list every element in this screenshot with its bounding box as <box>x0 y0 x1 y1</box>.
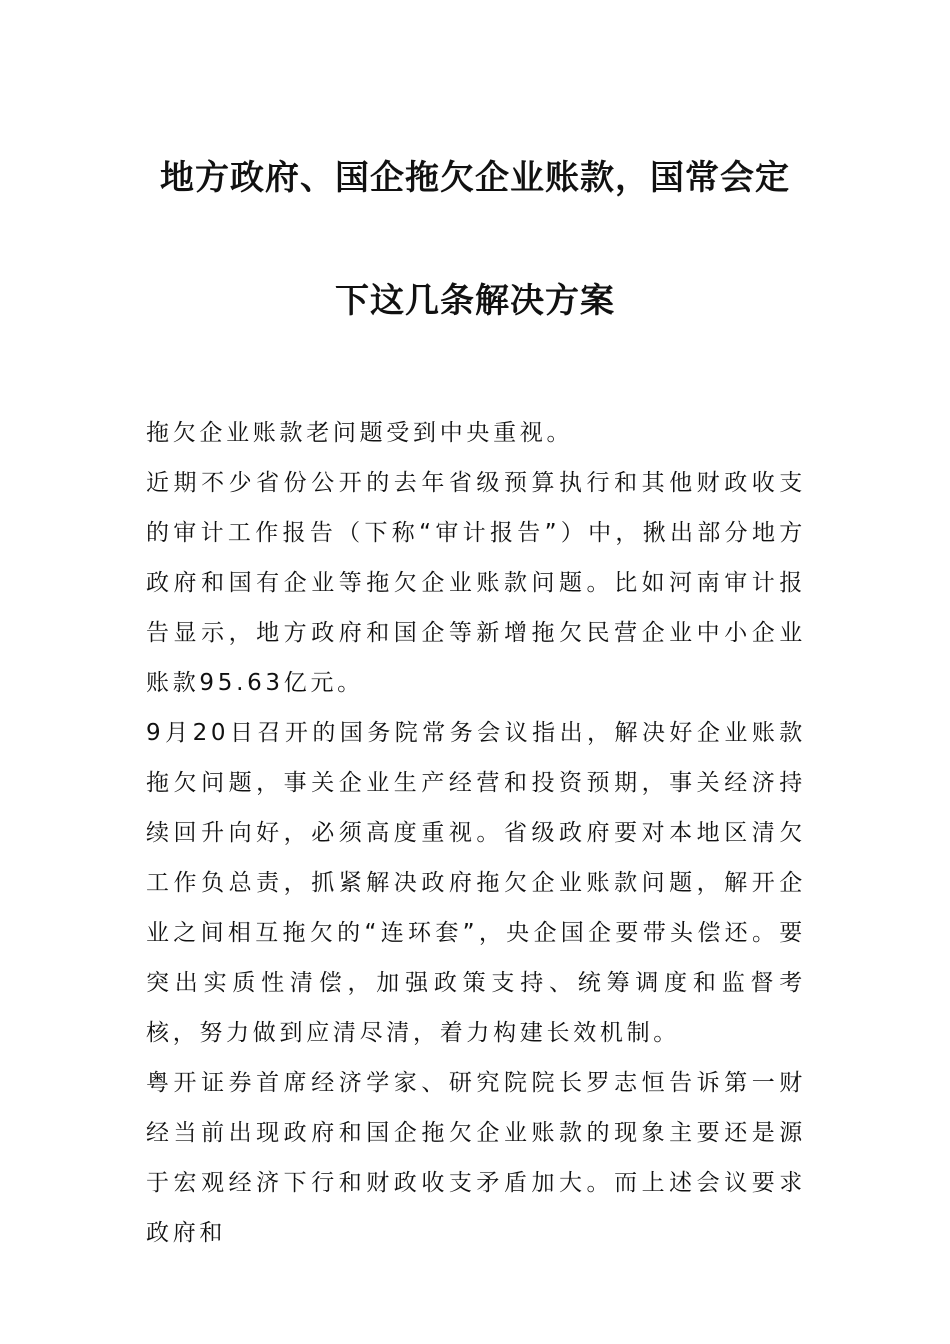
paragraph-3: 9月20日召开的国务院常务会议指出，解决好企业账款拖欠问题，事关企业生产经营和投资预期，事关经济持续回升向好，必须高度重视。省级政府要对本地区清欠工作负总责，抓紧解决政府拖欠企业账款问题，解开企业之间相互拖欠的“连环套”，央企国企要带头偿还。要突出实质性清偿，加强政策支持、统筹调度和监督考核，努力做到应清尽清，着力构建长效机制。 <box>146 720 806 1046</box>
paragraph-1: 拖欠企业账款老问题受到中央重视。 <box>146 420 574 446</box>
document-title-line-2: 下这几条解决方案 <box>335 281 615 321</box>
document-body <box>146 408 806 1258</box>
document-title-line-1: 地方政府、国企拖欠企业账款，国常会定 <box>160 158 790 198</box>
paragraph-2: 近期不少省份公开的去年省级预算执行和其他财政收支的审计工作报告（下称“审计报告”）中，揪出部分地方政府和国有企业等拖欠企业账款问题。比如河南审计报告显示，地方政府和国企等新增拖欠民营企业中小企业账款95.63亿元。 <box>146 470 806 696</box>
paragraph-4: 粤开证券首席经济学家、研究院院长罗志恒告诉第一财经当前出现政府和国企拖欠企业账款的现象主要还是源于宏观经济下行和财政收支矛盾加大。而上述会议要求政府和 <box>146 1070 806 1246</box>
